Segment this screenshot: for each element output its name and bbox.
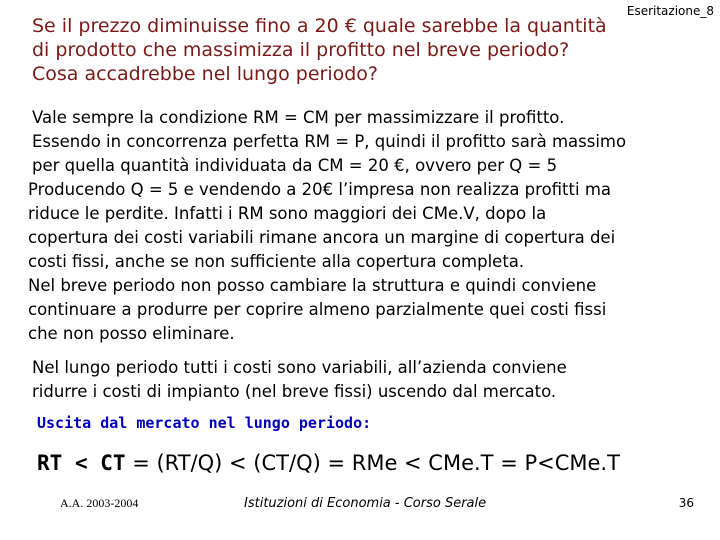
body-line: Vale sempre la condizione RM = CM per massimizzare il profitto. bbox=[32, 108, 565, 127]
formula-lt: < bbox=[62, 451, 101, 475]
body-line: per quella quantità individuata da CM = 20 €, ovvero per Q = 5 bbox=[32, 156, 558, 175]
body-line: Nel lungo periodo tutti i costi sono variabili, all’azienda conviene bbox=[32, 358, 567, 377]
slide-tag: Eseritazione_8 bbox=[626, 4, 714, 18]
exit-heading: Uscita dal mercato nel lungo periodo: bbox=[37, 414, 372, 432]
body-line: continuare a produrre per coprire almeno parzialmente quei costi fissi bbox=[28, 300, 607, 319]
body-line: costi fissi, anche se non sufficiente alla copertura completa. bbox=[28, 252, 525, 271]
body-text bbox=[28, 106, 708, 404]
footer-course: Istituzioni di Economia - Corso Serale bbox=[244, 496, 487, 511]
body-line: riduce le perdite. Infatti i RM sono maggiori dei CMe.V, dopo la bbox=[28, 204, 547, 223]
formula-ct: CT bbox=[100, 451, 126, 475]
formula-rt: RT bbox=[37, 451, 63, 475]
footer-academic-year: A.A. 2003-2004 bbox=[60, 496, 139, 510]
title-line: di prodotto che massimizza il profitto nel breve periodo? bbox=[32, 39, 570, 61]
footer-page-number: 36 bbox=[678, 496, 694, 510]
body-line: Nel breve periodo non posso cambiare la struttura e quindi conviene bbox=[28, 276, 597, 295]
title-line: Se il prezzo diminuisse fino a 20 € quale sarebbe la quantità bbox=[32, 15, 607, 37]
body-line: Essendo in concorrenza perfetta RM = P, quindi il profitto sarà massimo bbox=[32, 132, 627, 151]
body-line: che non posso eliminare. bbox=[28, 324, 235, 343]
body-line: copertura dei costi variabili rimane ancora un margine di copertura dei bbox=[28, 228, 616, 247]
slide-title bbox=[32, 14, 692, 86]
formula bbox=[37, 451, 620, 475]
title-line: Cosa accadrebbe nel lungo periodo? bbox=[32, 63, 379, 85]
body-line: Producendo Q = 5 e vendendo a 20€ l’impresa non realizza profitti ma bbox=[28, 180, 612, 199]
body-line: ridurre i costi di impianto (nel breve fissi) uscendo dal mercato. bbox=[32, 382, 557, 401]
formula-rest: = (RT/Q) < (CT/Q) = RMe < CMe.T = P<CMe.T bbox=[125, 451, 620, 475]
